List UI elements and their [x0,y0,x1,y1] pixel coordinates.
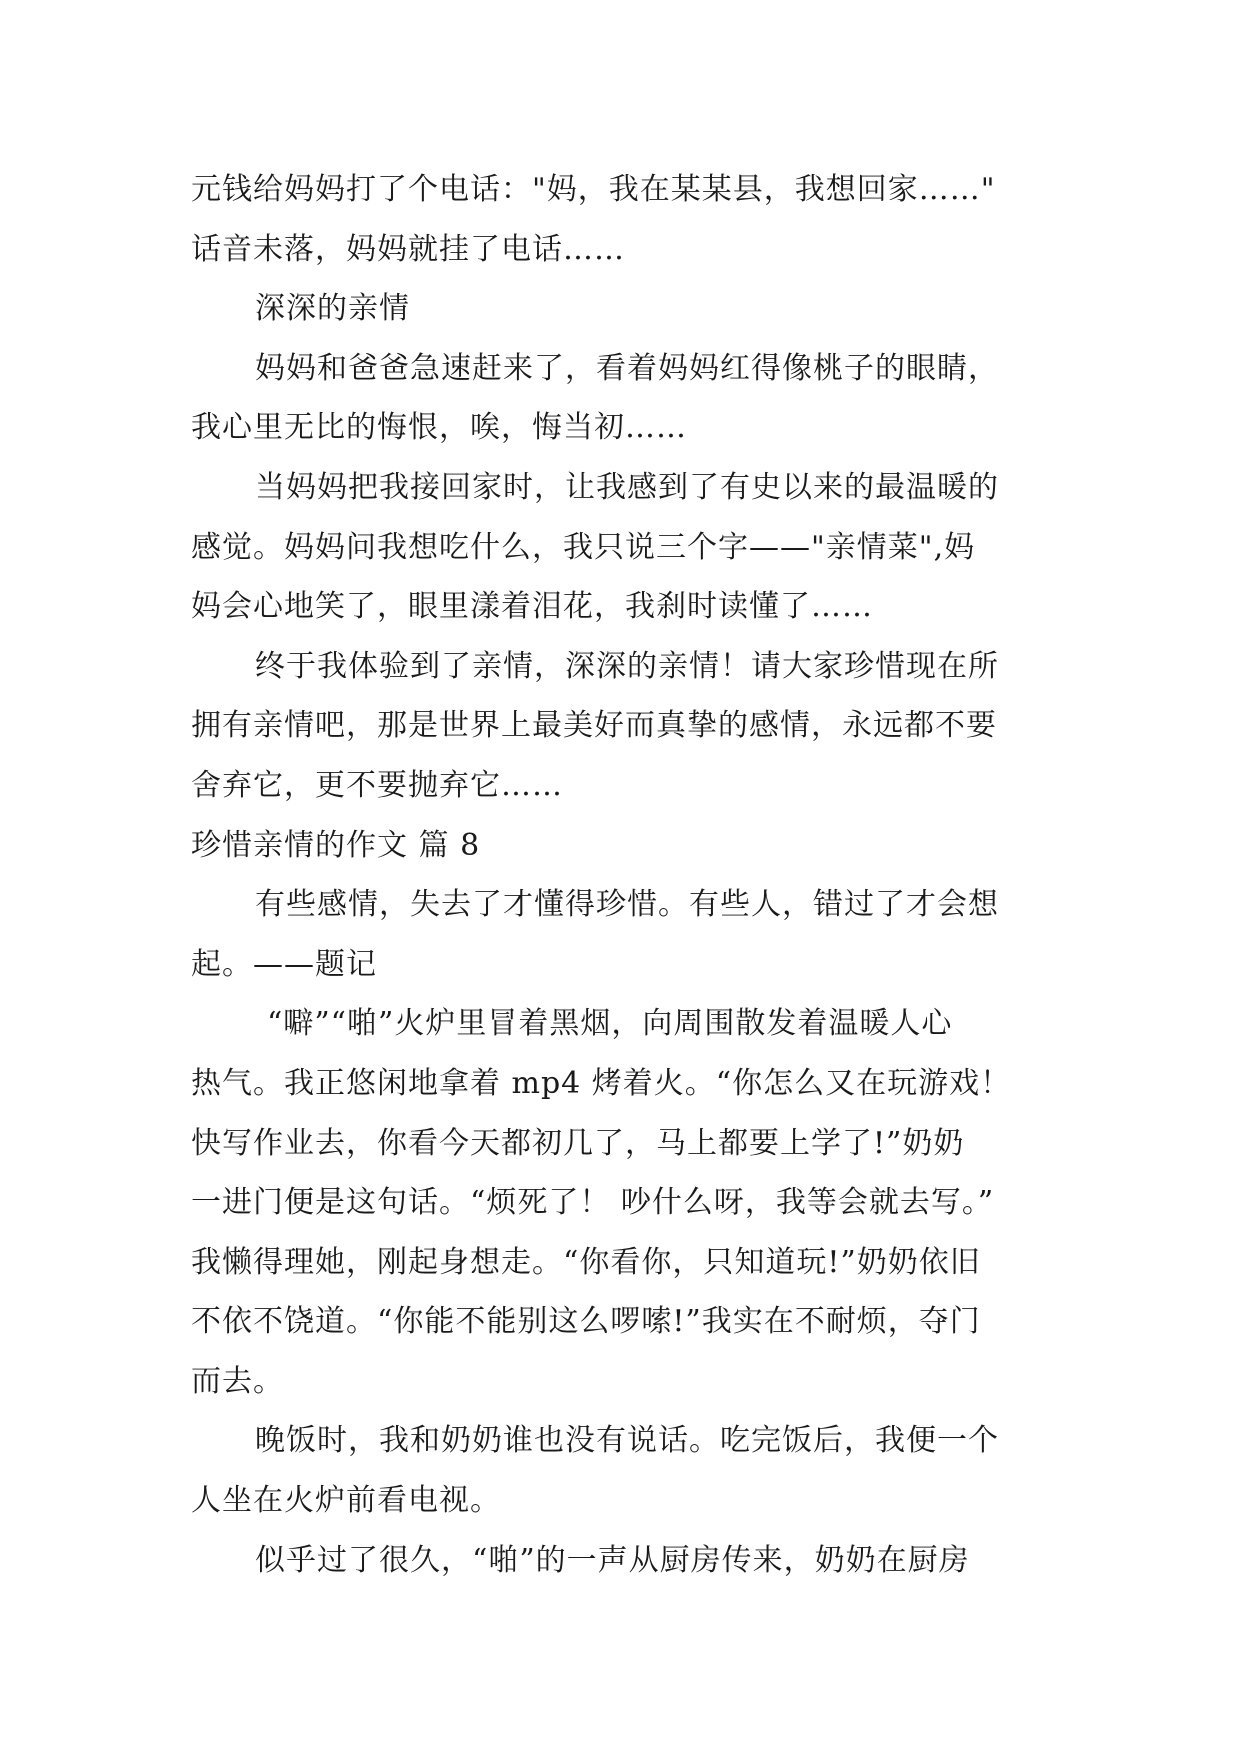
text-line: 晚饭时，我和奶奶谁也没有说话。吃完饭后，我便一个 [255,1423,999,1459]
text-line: 舍弃它，更不要抛弃它…… [191,767,563,803]
text-line: 我懒得理她，刚起身想走。“你看你，只知道玩!”奶奶依旧 [191,1244,981,1280]
section-subheading: 深深的亲情 [255,291,410,327]
text-line: 拥有亲情吧，那是世界上最美好而真挚的感情，永远都不要 [191,708,997,744]
text-line: 元钱给妈妈打了个电话："妈，我在某某县，我想回家……" [191,172,996,207]
text-line: 热气。我正悠闲地拿着 mp4 烤着火。“你怎么又在玩游戏！ [191,1065,1012,1101]
text-line: 而去。 [191,1363,284,1399]
text-line: 似乎过了很久，“啪”的一声从厨房传来，奶奶在厨房 [255,1542,970,1578]
text-line: 人坐在火炉前看电视。 [191,1483,501,1519]
text-line: 起。——题记 [191,946,377,982]
text-line: 妈会心地笑了，眼里漾着泪花，我刹时读懂了…… [191,589,873,625]
article-title: 珍惜亲情的作文 篇 8 [191,827,481,863]
text-line: 不依不饶道。“你能不能别这么啰嗦!”我实在不耐烦，夺门 [191,1304,981,1340]
document-body [191,160,1071,1590]
text-line: 当妈妈把我接回家时，让我感到了有史以来的最温暖的 [255,469,999,505]
text-line: 有些感情，失去了才懂得珍惜。有些人，错过了才会想 [255,887,999,923]
text-line: 话音未落，妈妈就挂了电话…… [191,231,625,267]
text-line: 我心里无比的悔恨，唉，悔当初…… [191,410,687,446]
text-line: 妈妈和爸爸急速赶来了，看着妈妈红得像桃子的眼睛， [255,350,999,386]
text-line: 终于我体验到了亲情，深深的亲情！请大家珍惜现在所 [255,648,999,684]
text-line: 快写作业去，你看今天都初几了，马上都要上学了!”奶奶 [191,1125,965,1161]
text-line: 一进门便是这句话。“烦死了！ 吵什么呀，我等会就去写。” [191,1185,995,1221]
text-line: 感觉。妈妈问我想吃什么，我只说三个字——"亲情菜",妈 [191,529,976,565]
text-line: “噼”“啪”火炉里冒着黑烟，向周围散发着温暖人心 [267,1006,953,1042]
